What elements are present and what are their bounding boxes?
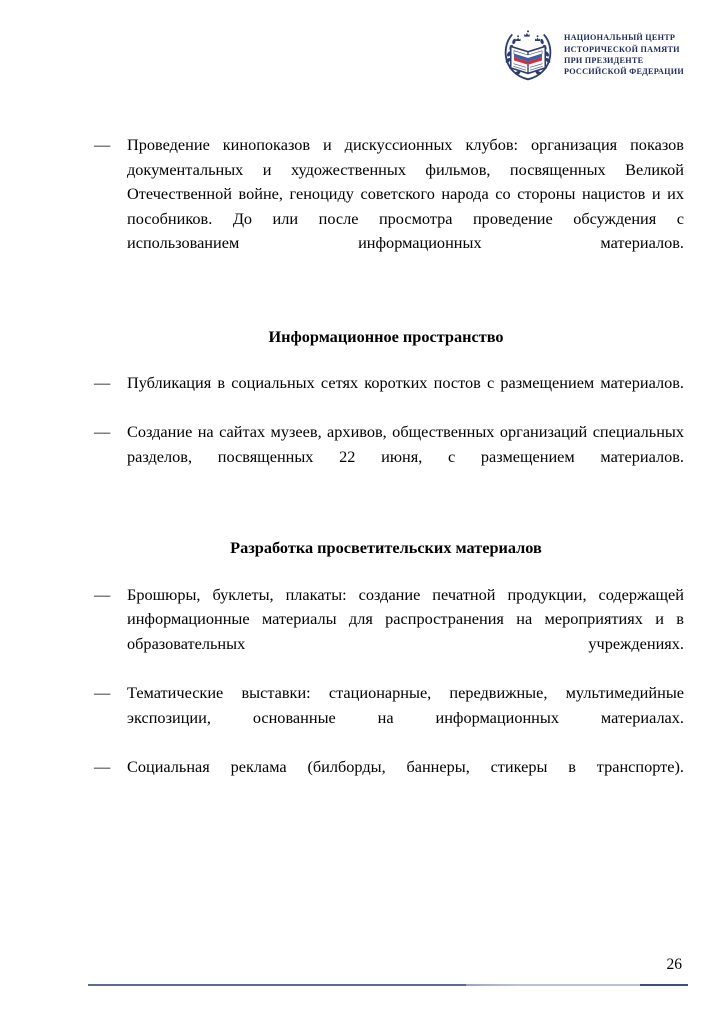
letterhead — [501, 28, 684, 82]
em-dash-bullet-icon: — — [94, 683, 111, 703]
list-item-text: Брошюры, буклеты, плакаты: создание печатной продукции, содержащей информационные материалы для распространения на мероприятиях и в образовательных учреждениях. — [127, 584, 684, 653]
list-item-text: Тематические выставки: стационарные, передвижные, мультимедийные экспозиции, основанные на информационных материалах. — [127, 683, 684, 727]
em-dash-bullet-icon: — — [94, 584, 111, 604]
spacer — [88, 494, 684, 536]
national-emblem-book-wreath-icon — [501, 28, 555, 82]
list-item — [88, 420, 684, 494]
list-item — [88, 371, 684, 420]
intro-bullet-list — [88, 133, 684, 281]
section-1-bullet-list — [88, 371, 684, 494]
list-item — [88, 583, 684, 681]
footer-divider — [88, 984, 688, 986]
document-body — [88, 133, 684, 804]
em-dash-bullet-icon: — — [94, 422, 111, 442]
list-item-text: Создание на сайтах музеев, архивов, общественных организаций специальных разделов, посвященных 22 июня, с размещением материалов. — [127, 422, 684, 466]
em-dash-bullet-icon: — — [94, 373, 111, 393]
page-number: 26 — [666, 956, 682, 973]
spacer — [88, 561, 684, 583]
list-item-text: Социальная реклама (билборды, баннеры, стикеры в транспорте). — [127, 756, 684, 776]
section-2-bullet-list — [88, 583, 684, 804]
list-item-text: Проведение кинопоказов и дискуссионных клубов: организация показов документальных и художественных фильмов, посвященных Великой Отечественной войне, геноциду советского народа со стороны нацистов и их пособников. До или после просмотра проведение обсуждения с использованием информационных материалов. — [127, 135, 684, 253]
section-heading-educational-materials: Разработка просветительских материалов — [230, 538, 542, 558]
org-name-line-3: ПРИ ПРЕЗИДЕНТЕ — [564, 56, 644, 65]
list-item — [88, 681, 684, 755]
list-item — [88, 133, 684, 281]
org-name-line-4: РОССИЙСКОЙ ФЕДЕРАЦИИ — [564, 67, 684, 77]
em-dash-bullet-icon: — — [94, 756, 111, 776]
list-item — [88, 755, 684, 804]
org-name-line-1: НАЦИОНАЛЬНЫЙ ЦЕНТР — [564, 33, 676, 43]
section-heading-information-space: Информационное пространство — [268, 326, 504, 346]
list-item-text: Публикация в социальных сетях коротких постов с размещением материалов. — [127, 373, 684, 393]
org-name-line-2: ИСТОРИЧЕСКОЙ ПАМЯТИ — [564, 44, 680, 54]
organization-name — [564, 32, 684, 78]
spacer — [88, 349, 684, 371]
spacer — [88, 281, 684, 325]
em-dash-bullet-icon: — — [94, 135, 111, 154]
